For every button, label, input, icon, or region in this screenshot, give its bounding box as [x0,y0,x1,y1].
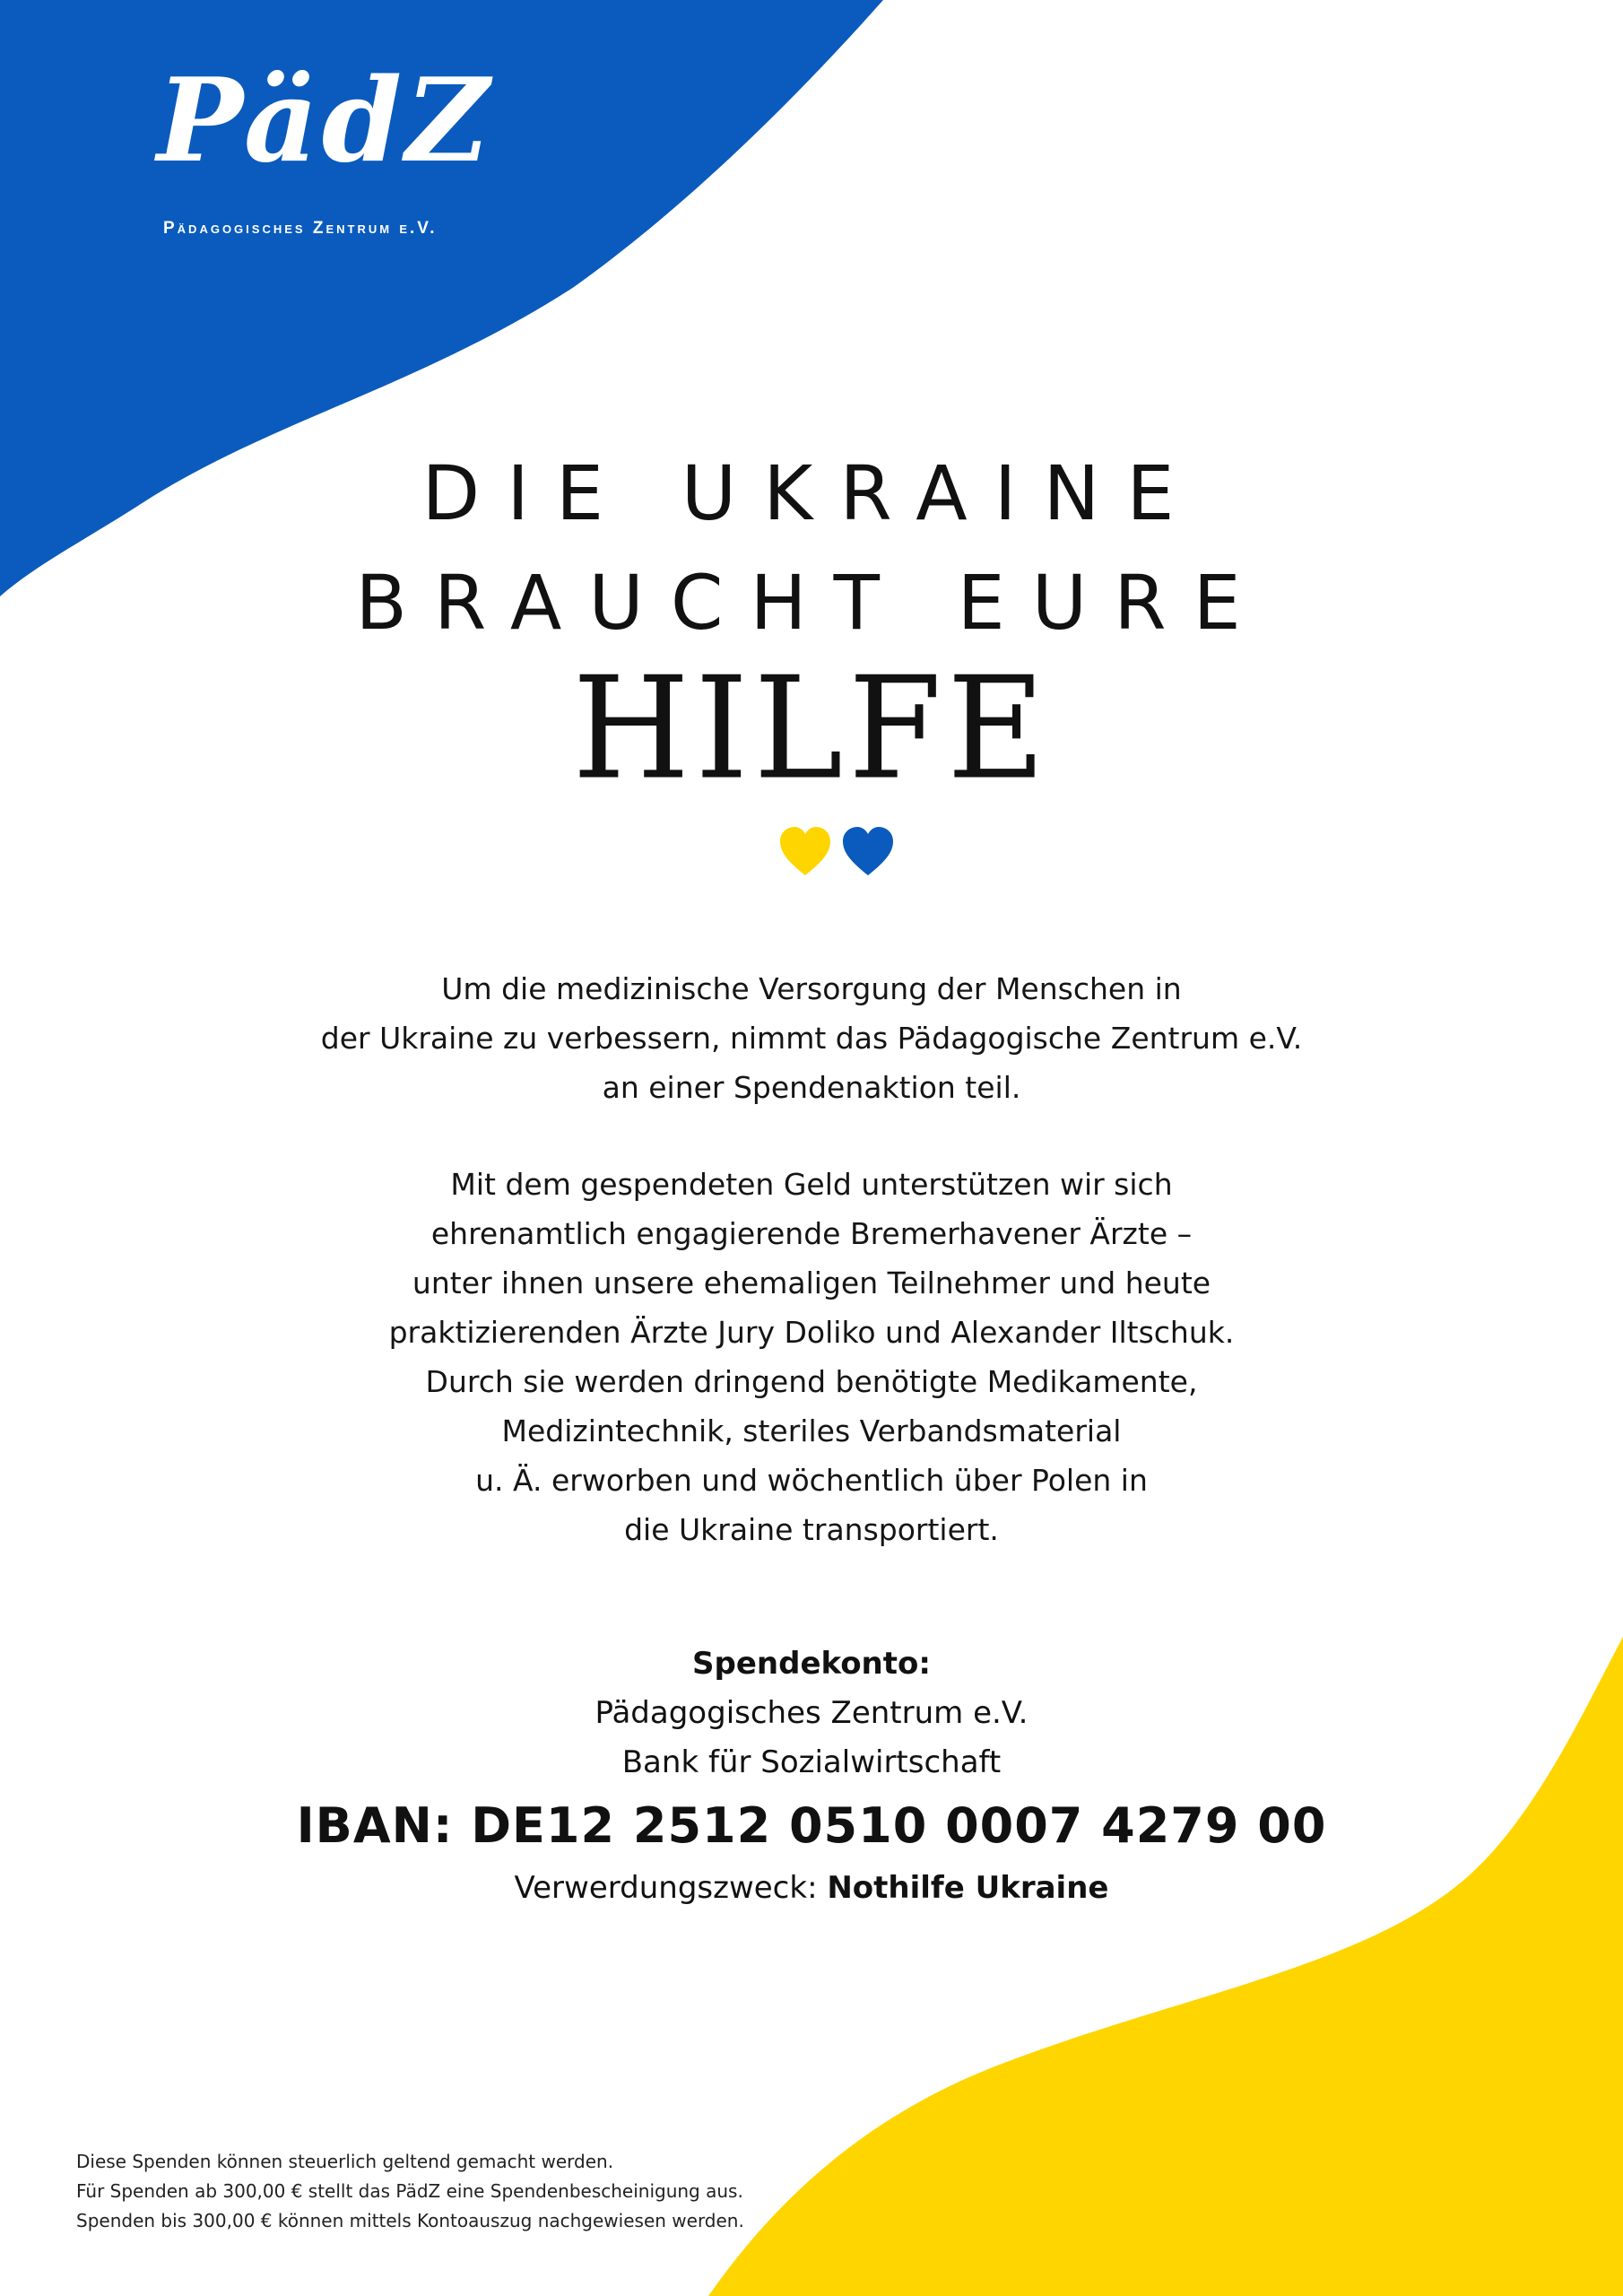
account-label: Spendekonto: [692,1646,931,1682]
details-paragraph [229,1160,1394,1554]
account-holder: Pädagogisches Zentrum e.V. [595,1695,1028,1731]
details-line: die Ukraine transportiert. [624,1512,999,1547]
footer-line: Für Spenden ab 300,00 € stellt das PädZ eine Spendenbescheinigung aus. [76,2180,743,2202]
payment-purpose [229,1864,1394,1913]
footer-notes [76,2147,883,2236]
details-line: ehrenamtlich engagierende Bremerhavener Ärzte – [430,1216,1193,1251]
details-line: Medizintechnik, steriles Verbandsmaterial [501,1413,1122,1448]
headline-line-1: DIE UKRAINE [421,449,1202,537]
logo-subtitle: Pädagogisches Zentrum e.V. [163,219,438,238]
blue-heart-icon [843,827,893,875]
footer-line: Diese Spenden können steuerlich geltend gemacht werden. [76,2151,614,2172]
hearts-group [778,825,900,877]
purpose-value: Nothilfe Ukraine [827,1870,1109,1906]
purpose-label: Verwerdungszweck: [514,1870,828,1906]
headline-hilfe: HILFE [572,647,1051,812]
headline-line-2: BRAUCHT EURE [355,559,1268,647]
intro-line: der Ukraine zu verbessern, nimmt das Pädagogische Zentrum e.V. [320,1021,1303,1056]
logo-wordmark: PädZ [157,54,493,188]
details-line: u. Ä. erworben und wöchentlich über Polen in [475,1463,1148,1498]
footer-line: Spenden bis 300,00 € können mittels Kontoauszug nachgewiesen werden. [76,2210,744,2231]
account-iban: IBAN: DE12 2512 0510 0007 4279 00 [296,1797,1327,1854]
intro-line: an einer Spendenaktion teil. [602,1070,1021,1105]
intro-paragraph [229,964,1394,1112]
account-bank: Bank für Sozialwirtschaft [621,1744,1002,1780]
intro-line: Um die medizinische Versorgung der Menschen in [441,971,1182,1006]
details-line: unter ihnen unsere ehemaligen Teilnehmer und heute [412,1265,1211,1300]
details-line: Mit dem gespendeten Geld unterstützen wir sich [450,1167,1173,1202]
yellow-heart-icon [780,827,830,875]
details-line: Durch sie werden dringend benötigte Medikamente, [425,1364,1198,1399]
details-line: praktizierenden Ärzte Jury Doliko und Alexander Iltschuk. [388,1315,1235,1350]
